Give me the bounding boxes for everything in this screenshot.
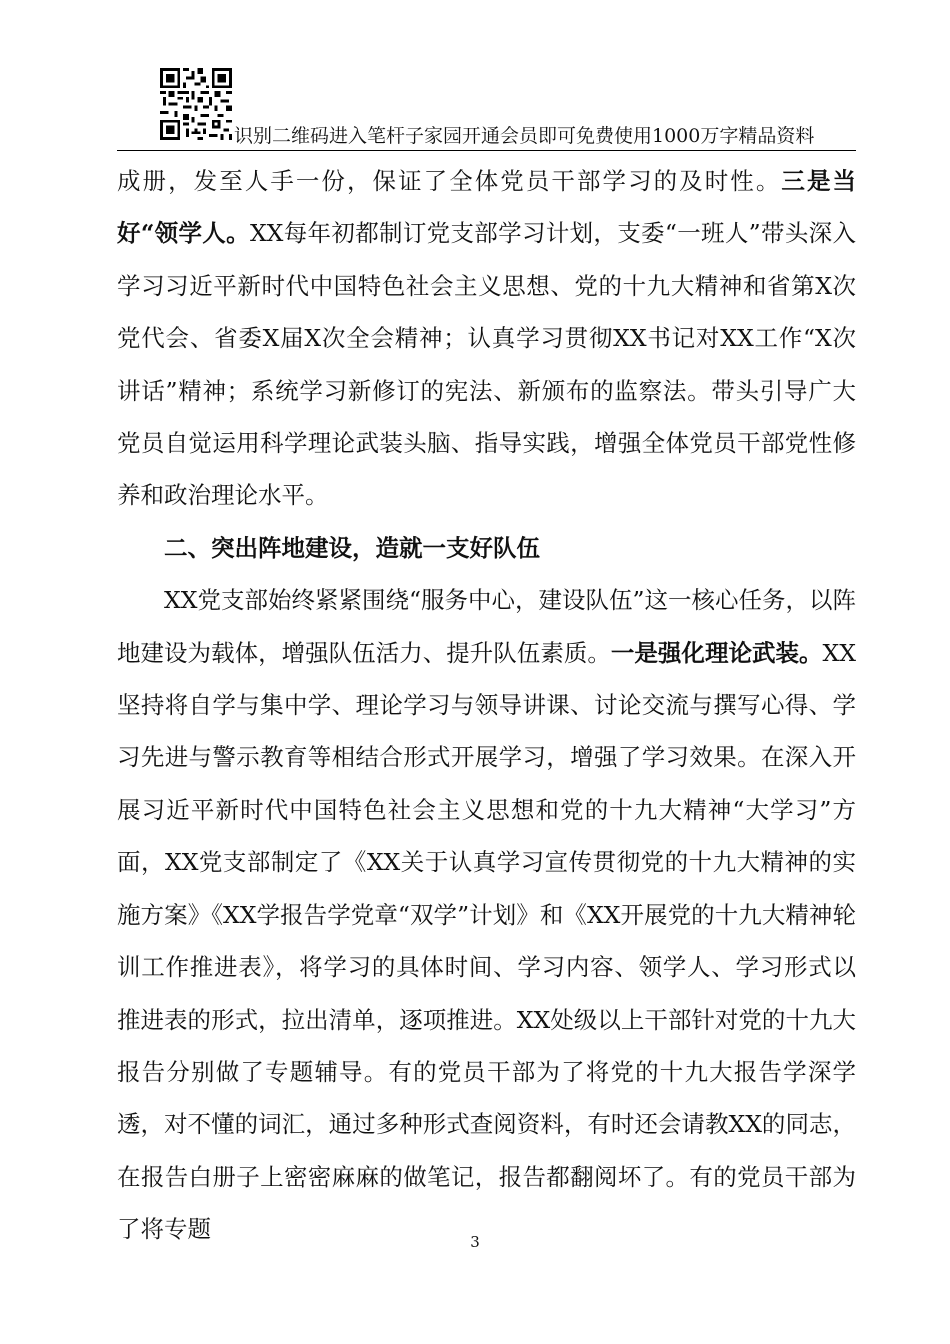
bold-lead-phrase: 三是当好“领学人。 xyxy=(117,167,857,248)
paragraph-text: 成册，发至人手一份，保证了全体党员干部学习的及时性。 xyxy=(117,167,782,195)
page-number: 3 xyxy=(470,1233,480,1251)
paragraph-text: XX坚持将自学与集中学、理论学习与领导讲课、讨论交流与撰写心得、学习先进与警示教育等相结合形式开展学习，增强了学习效果。在深入开展习近平新时代中国特色社会主义思想和党的十九大精神“大学习”方面，XX党支部制定了《XX关于认真学习宣传贯彻党的十九大精神的实施方案》《XX学报告学党章“双学”计划》和《XX开展党的十九大精神轮训工作推进表》，将学习的具体时间、学习内容、领学人、学习形式以推进表的形式，拉出清单，逐项推进。XX处级以上干部针对党的十九大报告分别做了专题辅导。有的党员干部为了将党的十九大报告学深学透，对不懂的词汇，通过多种形式查阅资料，有时还会请教XX的同志，在报告白册子上密密麻麻的做笔记，报告都翻阅坏了。有的党员干部为了将专题 xyxy=(117,638,857,1244)
body-paragraph-2 xyxy=(117,574,856,1255)
section-heading: 二、突出阵地建设，造就一支好队伍 xyxy=(164,533,540,562)
header-divider xyxy=(117,150,856,151)
document-body xyxy=(117,155,856,1256)
body-paragraph-1 xyxy=(117,155,856,522)
bold-lead-phrase: 一是强化理论武装。 xyxy=(610,638,823,667)
header-banner-text: 识别二维码进入笔杆子家园开通会员即可免费使用1000万字精品资料 xyxy=(234,125,815,147)
paragraph-text: XX每年初都制订党支部学习计划，支委“一班人”带头深入学习习近平新时代中国特色社会主义思想、党的十九大精神和省第X次党代会、省委X届X次全会精神；认真学习贯彻XX书记对XX工作“X次讲话”精神；系统学习新修订的宪法、新颁布的监察法。带头引导广大党员自觉运用科学理论武装头脑、指导实践，增强全体党员干部党性修养和政治理论水平。 xyxy=(117,219,856,510)
paragraph-text: XX党支部始终紧紧围绕“服务中心，建设队伍”这一核心任务，以阵地建设为载体，增强队伍活力、提升队伍素质。 xyxy=(117,586,856,667)
qr-code-icon xyxy=(160,68,232,140)
